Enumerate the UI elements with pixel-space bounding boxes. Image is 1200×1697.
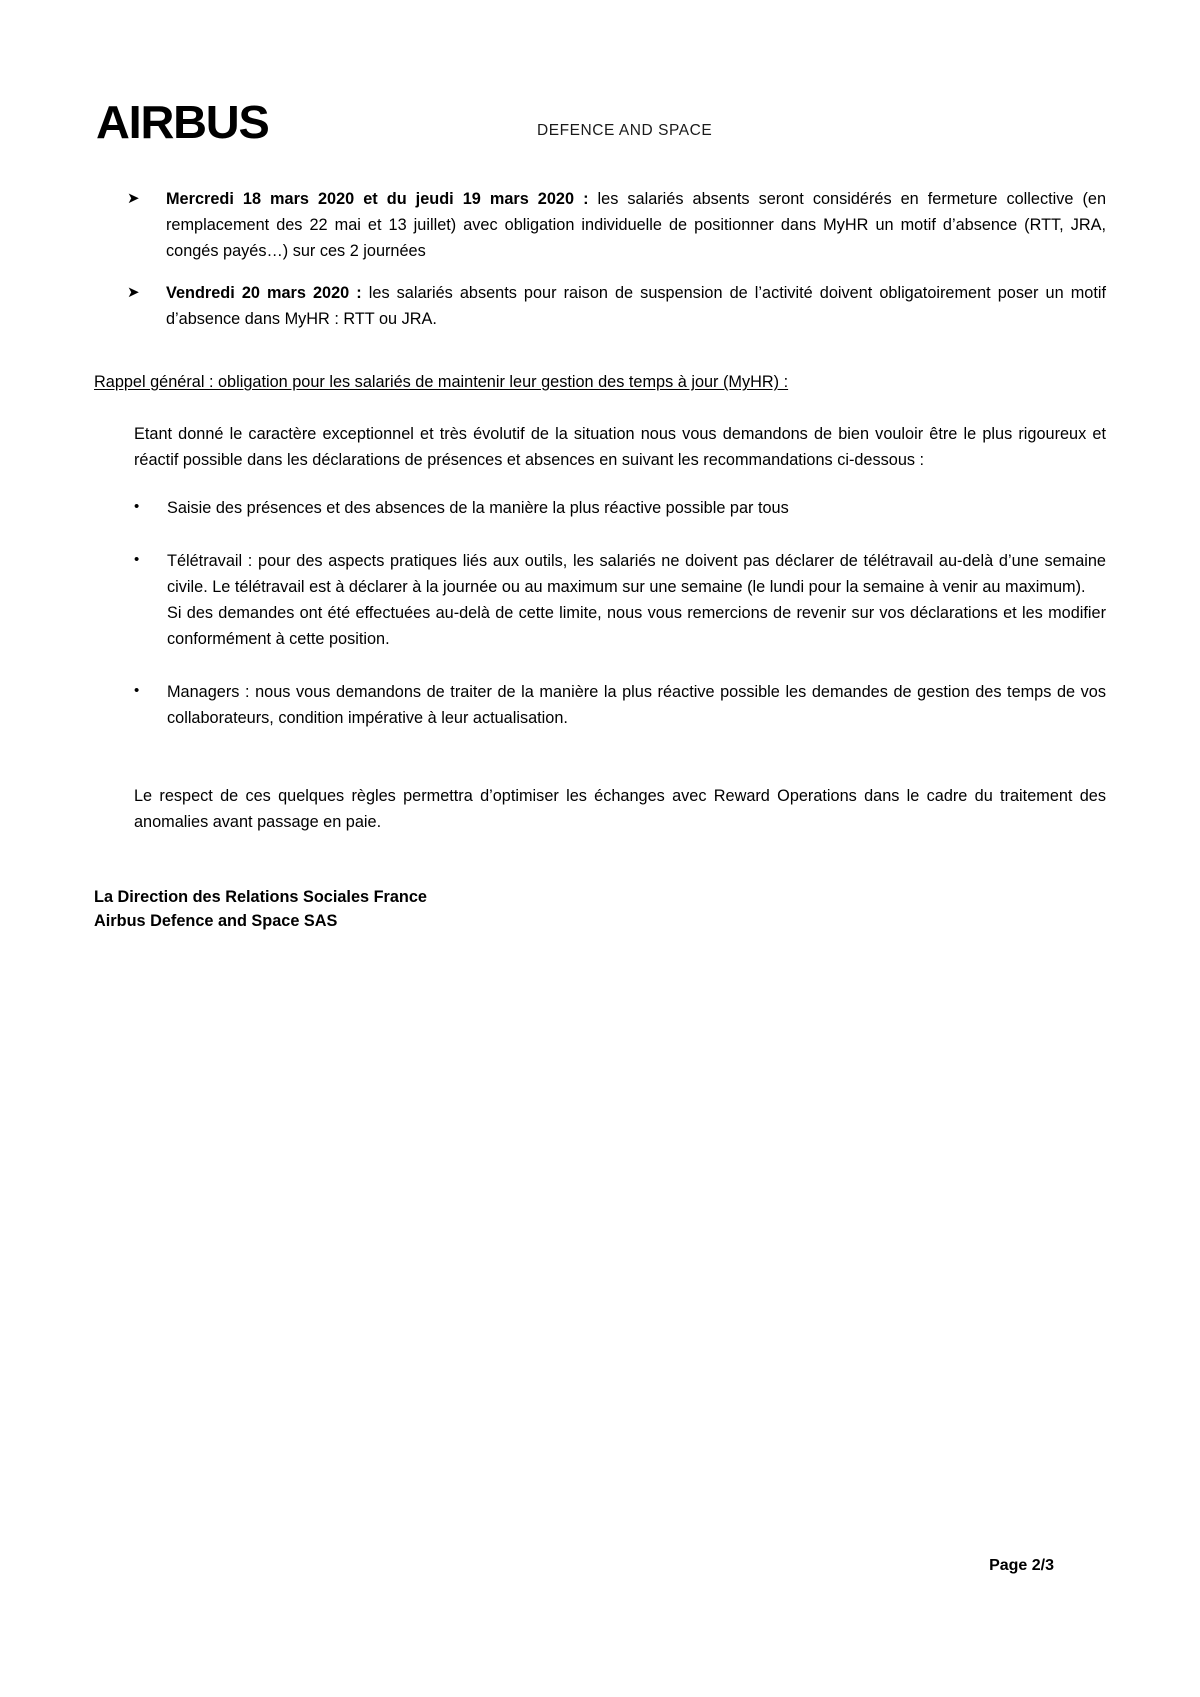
dot-bullet-icon: •	[134, 682, 140, 699]
list-item-text: Managers : nous vous demandons de traiter de la manière la plus réactive possible les demandes de gestion des temps de vos collaborateurs, condition impérative à leur actualisation.	[167, 683, 1106, 727]
list-item-text: Télétravail : pour des aspects pratiques liés aux outils, les salariés ne doivent pas déclarer de télétravail au-delà d’une semaine civile. Le télétravail est à déclarer à la journée ou au maximum sur une semaine (le lundi pour la semaine à venir au maximum).	[167, 552, 1106, 596]
signature-department: La Direction des Relations Sociales France	[94, 888, 427, 906]
list-item-lead: Mercredi 18 mars 2020 et du jeudi 19 mars 2020 :	[166, 190, 589, 208]
dot-bullet-icon: •	[134, 551, 140, 568]
list-item	[94, 495, 1106, 521]
document-footer	[0, 1557, 1200, 1575]
page-number: Page 2/3	[989, 1557, 1054, 1574]
list-item	[94, 679, 1106, 731]
signature-company: Airbus Defence and Space SAS	[94, 912, 338, 930]
intro-paragraph: Etant donné le caractère exceptionnel et très évolutif de la situation nous vous demandons de bien vouloir être le plus rigoureux et réactif possible dans les déclarations de présences et absences en suivant les recommandations ci-dessous :	[134, 425, 1106, 469]
list-item	[94, 186, 1106, 264]
list-item-lead: Vendredi 20 mars 2020 :	[166, 284, 362, 302]
list-item-text: les salariés absents pour raison de suspension de l’activité doivent obligatoirement poser un motif d’absence dans MyHR : RTT ou JRA.	[166, 284, 1106, 328]
signature-block	[94, 885, 1106, 933]
document-header	[0, 96, 1200, 158]
list-item-text: Saisie des présences et des absences de la manière la plus réactive possible par tous	[167, 499, 789, 517]
date-instructions-list	[94, 186, 1106, 332]
list-item	[94, 280, 1106, 332]
airbus-logo: AIRBUS	[96, 96, 269, 148]
reminder-heading: Rappel général : obligation pour les salariés de maintenir leur gestion des temps à jour (MyHR) :	[94, 373, 789, 391]
list-item-extra-text: Si des demandes ont été effectuées au-delà de cette limite, nous vous remercions de revenir sur vos déclarations et les modifier conformément à cette position.	[167, 604, 1106, 648]
division-title: DEFENCE AND SPACE	[537, 122, 713, 139]
arrow-bullet-icon: ➤	[127, 284, 140, 301]
document-body	[0, 186, 1200, 933]
list-item-text: les salariés absents seront considérés en fermeture collective (en remplacement des 22 mai et 13 juillet) avec obligation individuelle de positionner dans MyHR un motif d’absence (RTT, JRA, congés payés…) sur ces 2 journées	[166, 190, 1106, 260]
list-item	[94, 548, 1106, 652]
arrow-bullet-icon: ➤	[127, 190, 140, 207]
recommendations-list	[94, 495, 1106, 731]
dot-bullet-icon: •	[134, 498, 140, 515]
closing-paragraph: Le respect de ces quelques règles permettra d’optimiser les échanges avec Reward Operations dans le cadre du traitement des anomalies avant passage en paie.	[134, 787, 1106, 831]
